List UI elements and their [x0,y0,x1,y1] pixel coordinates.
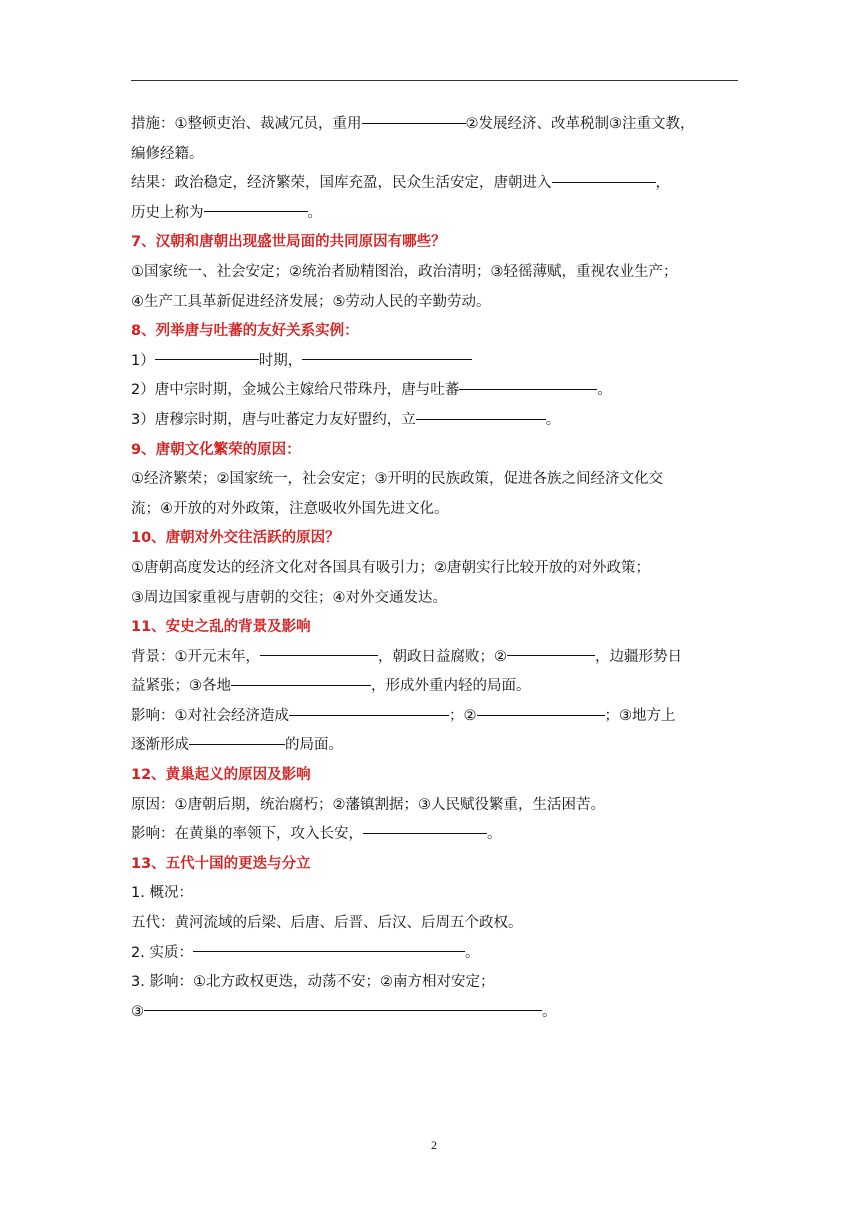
document-body [131,110,741,1027]
text-line: 逐渐形成 的局面。 [131,737,343,754]
fill-blank[interactable] [260,655,378,656]
page-number: 2 [431,1138,437,1152]
text-line: 1） 时期， [131,347,741,377]
text-line: 原因：①唐朝后期，统治腐朽；②藩镇割据；③人民赋役繁重，生活困苦。 [131,796,605,813]
fill-blank[interactable] [289,715,449,716]
text-line: 编修经籍。 [131,145,204,162]
text-line: ①经济繁荣；②国家统一，社会安定；③开明的民族政策，促进各族之间经济文化交 [131,471,663,488]
section-heading-10: 10、唐朝对外交往活跃的原因？ [131,530,340,547]
section-heading-7: 7、汉朝和唐朝出现盛世局面的共同原因有哪些？ [131,234,446,251]
header-rule [131,80,738,81]
fill-blank[interactable] [477,715,605,716]
text-line: 历史上称为 。 [131,204,322,221]
fill-blank[interactable] [302,359,472,360]
fill-blank[interactable] [204,211,308,212]
text-line: 益紧张；③各地 ，形成外重内轻的局面。 [131,678,531,695]
text-line: 2）唐中宗时期，金城公主嫁给尺带珠丹，唐与吐蕃 。 [131,382,612,399]
fill-blank[interactable] [155,359,259,360]
section-heading-9: 9、唐朝文化繁荣的原因： [131,441,301,458]
fill-blank[interactable] [193,951,465,952]
section-heading-12: 12、黄巢起义的原因及影响 [131,767,311,784]
text-line: ④生产工具革新促进经济发展；⑤劳动人民的辛勤劳动。 [131,293,491,310]
fill-blank[interactable] [189,744,285,745]
fill-blank[interactable] [459,389,597,390]
fill-blank[interactable] [416,419,546,420]
text-line: 2. 实质： 。 [131,944,480,961]
section-heading-8: 8、列举唐与吐蕃的友好关系实例： [131,323,359,340]
text-line: 五代：黄河流域的后梁、后唐、后晋、后汉、后周五个政权。 [131,915,523,932]
text-line: 流；④开放的对外政策，注意吸收外国先进文化。 [131,500,449,517]
text-line: 结果：政治稳定，经济繁荣，国库充盈，民众生活安定，唐朝进入 ， [131,175,670,192]
section-heading-11: 11、安史之乱的背景及影响 [131,619,311,636]
text-line: 措施：①整顿吏治、裁减冗员，重用 ②发展经济、改革税制③注重文教， [131,116,695,132]
text-line: ③ 。 [131,1003,557,1020]
text-line: ①国家统一、社会安定；②统治者励精图治，政治清明；③轻徭薄赋，重视农业生产； [131,263,678,280]
fill-blank[interactable] [231,685,371,686]
text-line: 影响：在黄巢的率领下，攻入长安， 。 [131,826,502,843]
text-line: 影响：①对社会经济造成 ；② ；③地方上 [131,707,676,724]
text-line: ③周边国家重视与唐朝的交往；④对外交通发达。 [131,589,447,606]
fill-blank[interactable] [363,833,487,834]
text-line: ①唐朝高度发达的经济文化对各国具有吸引力；②唐朝实行比较开放的对外政策； [131,559,650,576]
text-line: 1. 概况： [131,885,193,902]
text-line: 3. 影响：①北方政权更迭，动荡不安；②南方相对安定； [131,974,495,991]
section-heading-13: 13、五代十国的更迭与分立 [131,855,311,872]
text-line: 3）唐穆宗时期，唐与吐蕃定力友好盟约，立 。 [131,411,561,428]
fill-blank[interactable] [362,123,466,124]
fill-blank[interactable] [552,182,656,183]
fill-blank[interactable] [507,655,595,656]
fill-blank[interactable] [144,1010,542,1011]
text-line: 背景：①开元末年， ，朝政日益腐败；② ，边疆形势日 [131,648,682,665]
